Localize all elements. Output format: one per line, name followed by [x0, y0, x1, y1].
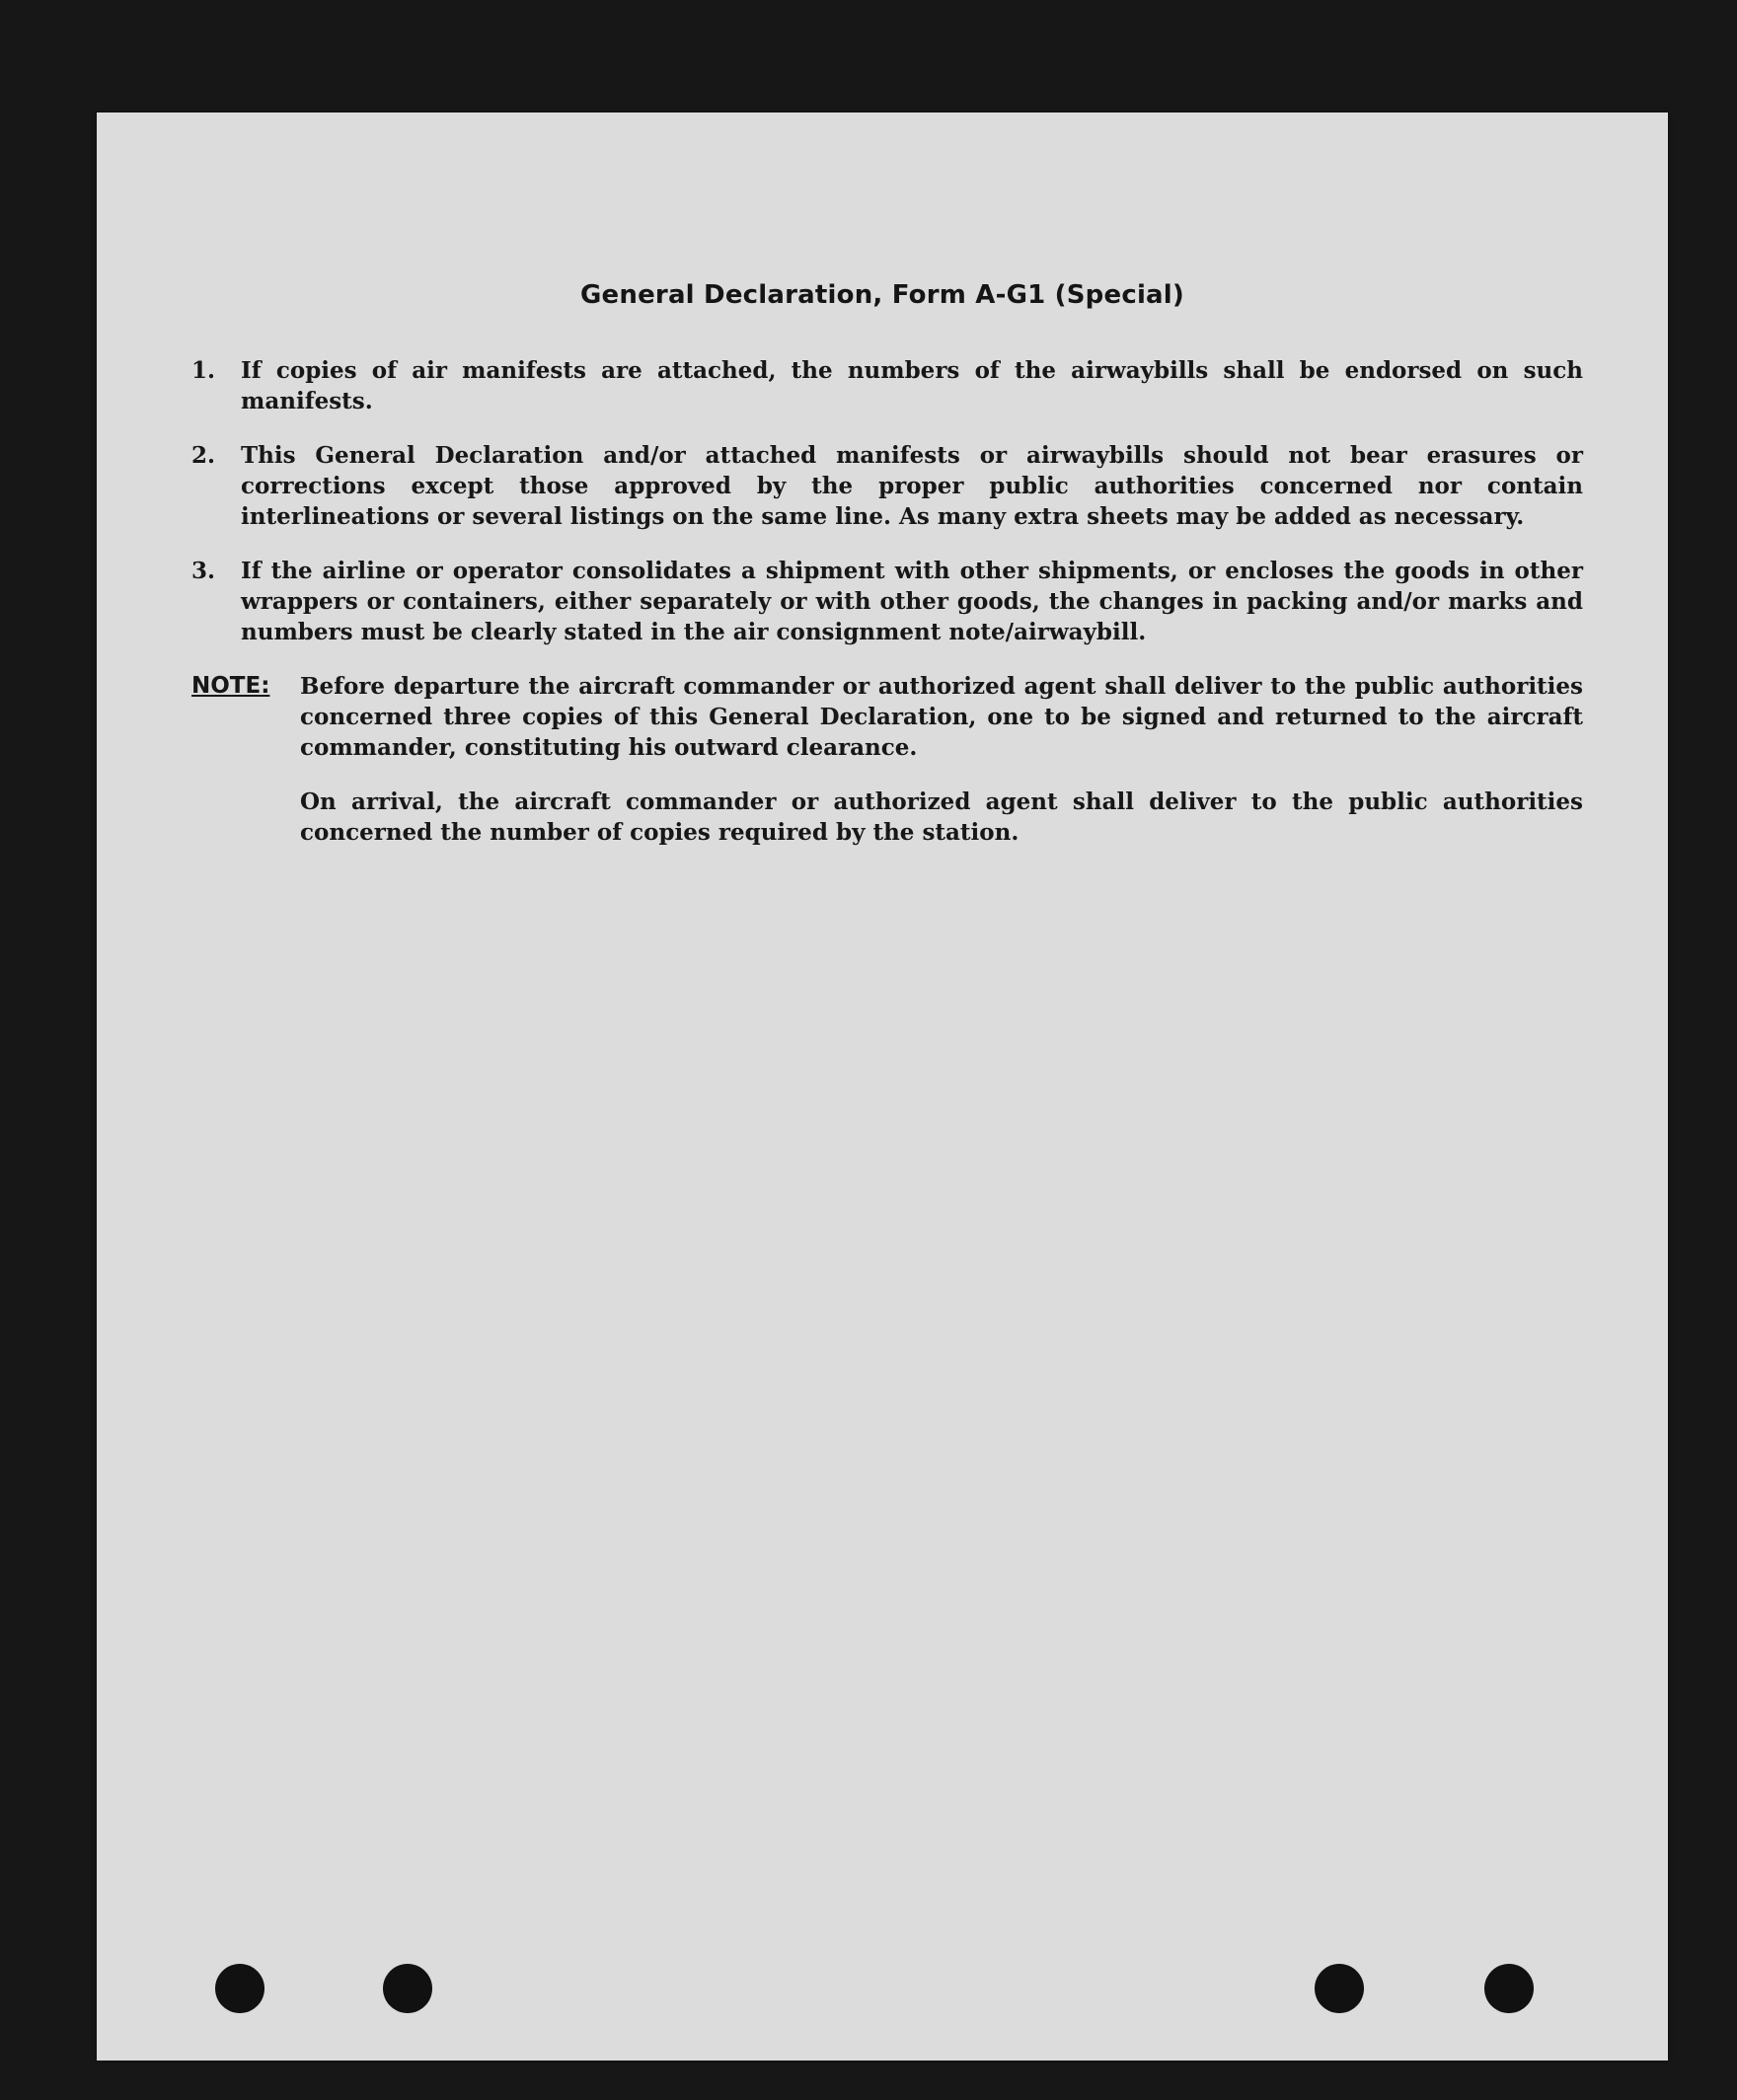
- instruction-item-1: [191, 355, 1583, 416]
- note-section: [191, 671, 1583, 871]
- punch-hole-left-inner: [383, 1964, 432, 2013]
- item-number: 3.: [191, 558, 216, 584]
- declaration-instructions: [191, 355, 1583, 871]
- punch-hole-left-outer: [215, 1964, 264, 2013]
- item-number: 1.: [191, 357, 216, 384]
- instruction-item-3: [191, 556, 1583, 647]
- instruction-item-2: [191, 440, 1583, 532]
- item-text: This General Declaration and/or attached manifests or airwaybills should not bear erasures or corrections except those approved by the proper public authorities concerned nor contain interlineations or several listings on the same line. As many extra sheets may be added as necessary.: [241, 442, 1583, 530]
- item-text: If the airline or operator consolidates a shipment with other shipments, or encloses the goods in other wrappers or containers, either separately or with other goods, the changes in packing and/or marks and numbers must be clearly stated in the air consignment note/airwaybill.: [241, 558, 1583, 645]
- item-text: If copies of air manifests are attached, the numbers of the airwaybills shall be endorsed on such manifests.: [241, 357, 1583, 414]
- note-label: NOTE:: [191, 673, 270, 699]
- document-page: [97, 112, 1668, 2061]
- note-paragraph-departure: Before departure the aircraft commander or authorized agent shall deliver to the public authorities concerned three copies of this General Declaration, one to be signed and returned to the aircraft commander, constituting his outward clearance.: [300, 673, 1583, 761]
- document-title: General Declaration, Form A-G1 (Special): [580, 280, 1184, 310]
- note-paragraphs: [300, 671, 1583, 871]
- punch-hole-right-outer: [1484, 1964, 1534, 2013]
- note-paragraph-arrival: On arrival, the aircraft commander or authorized agent shall deliver to the public authorities concerned the number of copies required by the station.: [300, 788, 1583, 846]
- item-number: 2.: [191, 442, 216, 469]
- punch-hole-right-inner: [1315, 1964, 1364, 2013]
